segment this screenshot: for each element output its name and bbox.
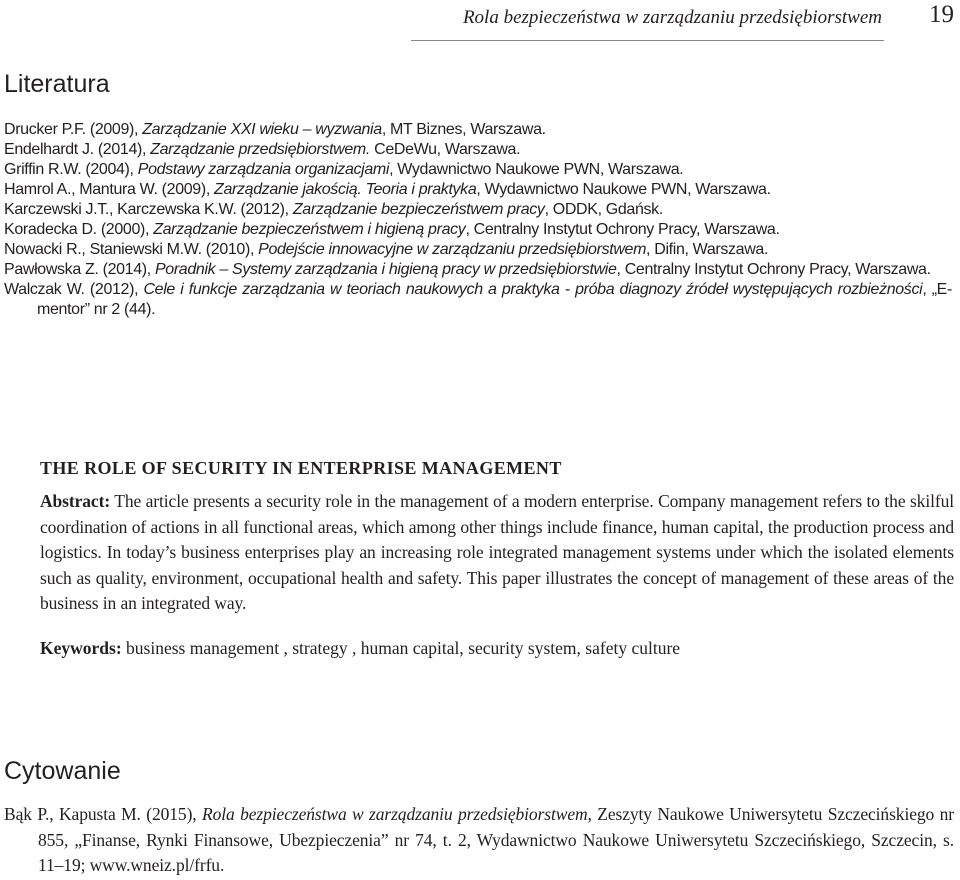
- english-abstract-section: [40, 458, 954, 661]
- header-rule: [411, 40, 884, 41]
- abstract-text: The article presents a security role in the management of a modern enterprise. Company management refers to the skilful coordination of actions in all functional areas, which among other things include finance, human capital, the production process and logistics. In today’s business enterprises play an increasing role integrated management systems under which the isolated elements such as quality, environment, occupational health and safety. This paper illustrates the concept of management of these areas of the business in an integrated way.: [40, 491, 954, 613]
- bibliography-entry: Walczak W. (2012), Cele i funkcje zarządzania w teoriach naukowych a praktyka - próba diagnozy źródeł występujących rozbieżności, „E-mentor” nr 2 (44).: [4, 281, 952, 318]
- bibliography-entry: Hamrol A., Mantura W. (2009), Zarządzanie jakością. Teoria i praktyka, Wydawnictwo Naukowe PWN, Warszawa.: [4, 181, 771, 198]
- page-number: 19: [929, 1, 954, 28]
- abstract-paragraph: [40, 489, 954, 617]
- keywords-text: business management , strategy , human capital, security system, safety culture: [126, 637, 681, 658]
- bibliography-entry: Drucker P.F. (2009), Zarządzanie XXI wieku – wyzwania, MT Biznes, Warszawa.: [4, 121, 546, 138]
- bibliography-entry: Endelhardt J. (2014), Zarządzanie przedsiębiorstwem. CeDeWu, Warszawa.: [4, 141, 521, 158]
- citation-text: Bąk P., Kapusta M. (2015), Rola bezpieczeństwa w zarządzaniu przedsiębiorstwem, Zeszyty Naukowe Uniwersytetu Szczecińskiego nr 855, „Finanse, Rynki Finansowe, Ubezpieczenia” nr 74, t. 2, Wydawnictwo Naukowe Uniwersytetu Szczecińskiego, Szczecin, s. 11–19; www.wneiz.pl/frfu.: [4, 804, 954, 875]
- citation-heading: Cytowanie: [4, 757, 121, 785]
- literature-heading: Literatura: [4, 70, 110, 98]
- keywords-label: Keywords:: [40, 637, 122, 658]
- bibliography-entry: Karczewski J.T., Karczewska K.W. (2012), Zarządzanie bezpieczeństwem pracy, ODDK, Gdańsk.: [4, 201, 663, 218]
- keywords-paragraph: [40, 636, 954, 662]
- bibliography-list: [4, 120, 952, 320]
- bibliography-entry: Koradecka D. (2000), Zarządzanie bezpieczeństwem i higieną pracy, Centralny Instytut Ochrony Pracy, Warszawa.: [4, 221, 780, 238]
- page-header: [0, 0, 960, 44]
- bibliography-entry: Griffin R.W. (2004), Podstawy zarządzania organizacjami, Wydawnictwo Naukowe PWN, Warszawa.: [4, 161, 684, 178]
- english-title: THE ROLE OF SECURITY IN ENTERPRISE MANAGEMENT: [40, 458, 562, 478]
- running-title: Rola bezpieczeństwa w zarządzaniu przedsiębiorstwem: [462, 7, 882, 28]
- bibliography-entry: Nowacki R., Staniewski M.W. (2010), Podejście innowacyjne w zarządzaniu przedsiębiorstwem, Difin, Warszawa.: [4, 241, 769, 258]
- abstract-label: Abstract:: [40, 491, 111, 511]
- bibliography-entry: Pawłowska Z. (2014), Poradnik – Systemy zarządzania i higieną pracy w przedsiębiorstwie, Centralny Instytut Ochrony Pracy, Warszawa.: [4, 261, 931, 278]
